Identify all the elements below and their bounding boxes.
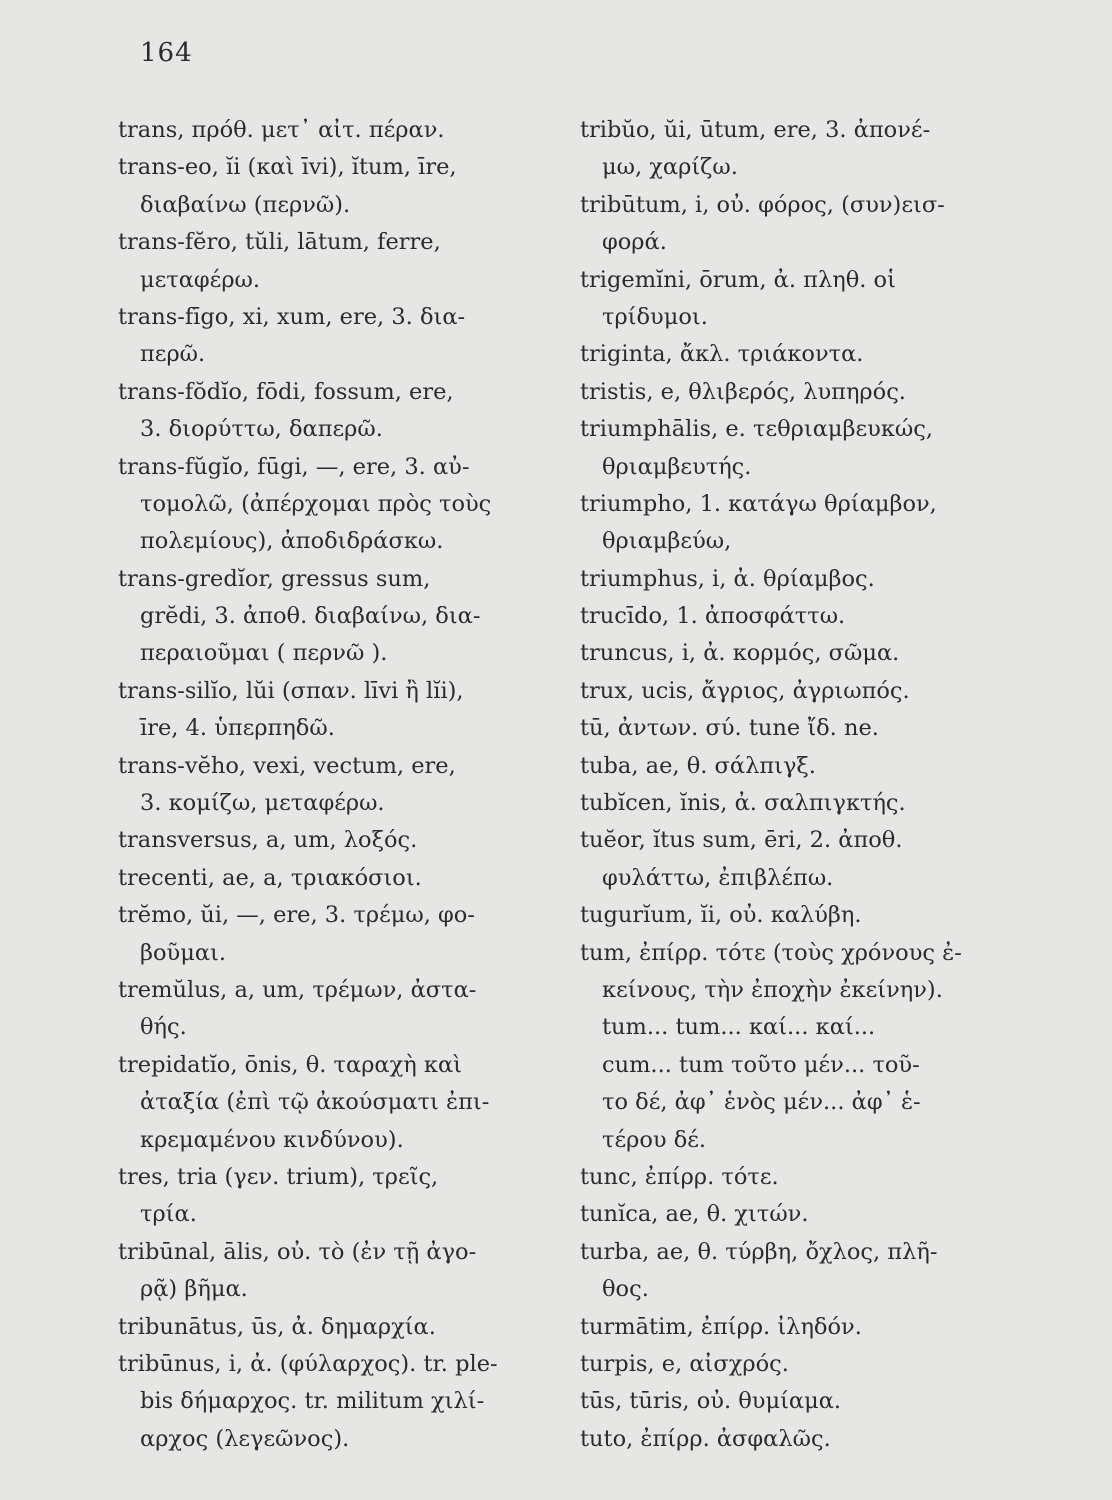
entry-headword-line: trans-silĭo, lŭi (σπαν. līvi ἢ lĭi), (118, 677, 464, 704)
entry-headword-line: tuĕor, ĭtus sum, ēri, 2. ἀποθ. (580, 827, 903, 854)
entry-continuation-line: φορά. (602, 229, 667, 256)
entry-headword-line: tristis, e, θλιβερός, λυπηρός. (580, 378, 906, 405)
right-column (580, 112, 1010, 1458)
entry-headword-line: trux, ucis, ἄγριος, ἀγριωπός. (580, 677, 910, 704)
entry-headword-line: trĕmo, ŭi, —, ere, 3. τρέμω, φο- (118, 902, 475, 929)
entry-continuation-line: περαιοῦμαι ( περνῶ ). (140, 640, 388, 667)
entry-headword-line: trucīdo, 1. ἀποσφάττω. (580, 603, 846, 630)
entry-headword-line: tremŭlus, a, um, τρέμων, ἀστα- (118, 976, 477, 1003)
entry-continuation-line: ρᾷ) βῆμα. (140, 1276, 248, 1303)
entry-headword-line: trans, πρόθ. μετ᾽ αἰτ. πέραν. (118, 117, 445, 143)
entry-headword-line: trepidatĭo, ōnis, θ. ταραχὴ καὶ (118, 1051, 462, 1078)
entry-headword-line: triginta, ἄκλ. τριάκοντα. (580, 341, 864, 368)
entry-headword-line: turba, ae, θ. τύρβη, ὄχλος, πλῆ- (580, 1238, 938, 1265)
entry-headword-line: tunc, ἐπίρρ. τότε. (580, 1163, 779, 1190)
entry-continuation-line: 3. κομίζω, μεταφέρω. (140, 790, 385, 817)
entry-headword-line: trecenti, ae, a, τριακόσιοι. (118, 864, 422, 891)
entry-continuation-line: μω, χαρίζω. (602, 154, 738, 181)
entry-headword-line: tugurĭum, ĭi, οὐ. καλύβη. (580, 902, 862, 929)
entry-continuation-line: περῶ. (140, 341, 206, 368)
entry-continuation-line: īre, 4. ὑπερπηδῶ. (140, 715, 335, 742)
entry-headword-line: tum, ἐπίρρ. τότε (τοὺς χρόνους ἐ- (580, 939, 962, 966)
entry-headword-line: trans-fĕro, tŭli, lātum, ferre, (118, 229, 441, 256)
left-column (118, 112, 548, 1458)
entry-continuation-line: κρεμαμένου κινδύνου). (140, 1126, 404, 1153)
entry-continuation-line: cum... tum τοῦτο μέν... τοῦ- (602, 1051, 920, 1078)
entry-continuation-line: ἀταξία (ἐπὶ τῷ ἀκούσματι ἐπι- (140, 1089, 490, 1116)
entry-continuation-line: βοῦμαι. (140, 939, 227, 966)
entry-headword-line: tū, ἀντων. σύ. tune ἴδ. ne. (580, 715, 879, 742)
entry-continuation-line: διαβαίνω (περνῶ). (140, 191, 351, 218)
entry-continuation-line: θος. (602, 1276, 649, 1303)
entry-headword-line: trans-eo, ĭi (καὶ īvi), ĭtum, īre, (118, 154, 457, 181)
entry-headword-line: triumpho, 1. κατάγω θρίαμβον, (580, 490, 937, 517)
entry-headword-line: trans-gredĭor, gressus sum, (118, 565, 431, 592)
entry-continuation-line: τρία. (140, 1201, 197, 1228)
entry-headword-line: trigemĭni, ōrum, ἀ. πληθ. οἱ (580, 266, 896, 293)
entry-continuation-line: μεταφέρω. (140, 266, 261, 293)
entry-headword-line: tres, tria (γεν. trium), τρεῖς, (118, 1163, 439, 1190)
entry-continuation-line: θριαμβεύω, (602, 528, 732, 555)
entry-headword-line: turpis, e, αἰσχρός. (580, 1350, 789, 1377)
entry-headword-line: tribūnus, i, ἀ. (φύλαρχος). tr. ple- (118, 1350, 498, 1377)
entry-continuation-line: θριαμβευτής. (602, 453, 752, 480)
entry-headword-line: tribŭo, ŭi, ūtum, ere, 3. ἀπονέ- (580, 117, 931, 143)
entry-headword-line: tubĭcen, ĭnis, ἀ. σαλπιγκτής. (580, 790, 906, 817)
entry-continuation-line: τέρου δέ. (602, 1126, 707, 1153)
entry-headword-line: truncus, i, ἀ. κορμός, σῶμα. (580, 640, 900, 667)
entry-headword-line: trans-fŏdĭo, fōdi, fossum, ere, (118, 378, 454, 405)
entry-continuation-line: tum... tum... καί... καί... (602, 1014, 876, 1041)
entry-continuation-line: θής. (140, 1014, 187, 1041)
entry-headword-line: triumphus, i, ἀ. θρίαμβος. (580, 565, 875, 592)
entry-continuation-line: τρίδυμοι. (602, 303, 708, 330)
entry-continuation-line: bis δήμαρχος. tr. militum χιλί- (140, 1388, 485, 1415)
entry-headword-line: triumphālis, e. τεθριαμβευκώς, (580, 416, 934, 443)
entry-continuation-line: κείνους, τὴν ἐποχὴν ἐκείνην). (602, 976, 943, 1003)
entry-headword-line: tribunātus, ūs, ἀ. δημαρχία. (118, 1313, 436, 1340)
entry-headword-line: trans-vĕho, vexi, vectum, ere, (118, 752, 456, 779)
entry-headword-line: transversus, a, um, λοξός. (118, 827, 418, 854)
entry-continuation-line: 3. διορύττω, δαπερῶ. (140, 416, 383, 443)
entry-headword-line: tuba, ae, θ. σάλπιγξ. (580, 752, 816, 779)
entry-headword-line: tunĭca, ae, θ. χιτών. (580, 1201, 809, 1228)
entry-headword-line: tūs, tūris, οὐ. θυμίαμα. (580, 1388, 842, 1415)
entry-headword-line: tuto, ἐπίρρ. ἀσφαλῶς. (580, 1425, 831, 1452)
entry-continuation-line: πολεμίους), ἀποδιδράσκω. (140, 528, 444, 555)
entry-continuation-line: grĕdi, 3. ἀποθ. διαβαίνω, δια- (140, 603, 481, 630)
entry-headword-line: tribūnal, ālis, οὐ. τὸ (ἐν τῇ ἀγο- (118, 1238, 477, 1265)
entry-continuation-line: φυλάττω, ἐπιβλέπω. (602, 864, 834, 891)
entry-headword-line: trans-fŭgĭo, fūgi, —, ere, 3. αὐ- (118, 453, 470, 480)
entry-continuation-line: αρχος (λεγεῶνος). (140, 1425, 350, 1452)
entry-continuation-line: το δέ, ἀφ᾽ ἑνὸς μέν... ἀφ᾽ ἑ- (602, 1089, 921, 1116)
page-number: 164 (140, 38, 193, 68)
entry-headword-line: trans-fīgo, xi, xum, ere, 3. δια- (118, 303, 466, 330)
entry-headword-line: turmātim, ἐπίρρ. ἰληδόν. (580, 1313, 862, 1340)
entry-continuation-line: τομολῶ, (ἀπέρχομαι πρὸς τοὺς (140, 490, 492, 517)
entry-headword-line: tribūtum, i, οὐ. φόρος, (συν)εισ- (580, 191, 945, 218)
